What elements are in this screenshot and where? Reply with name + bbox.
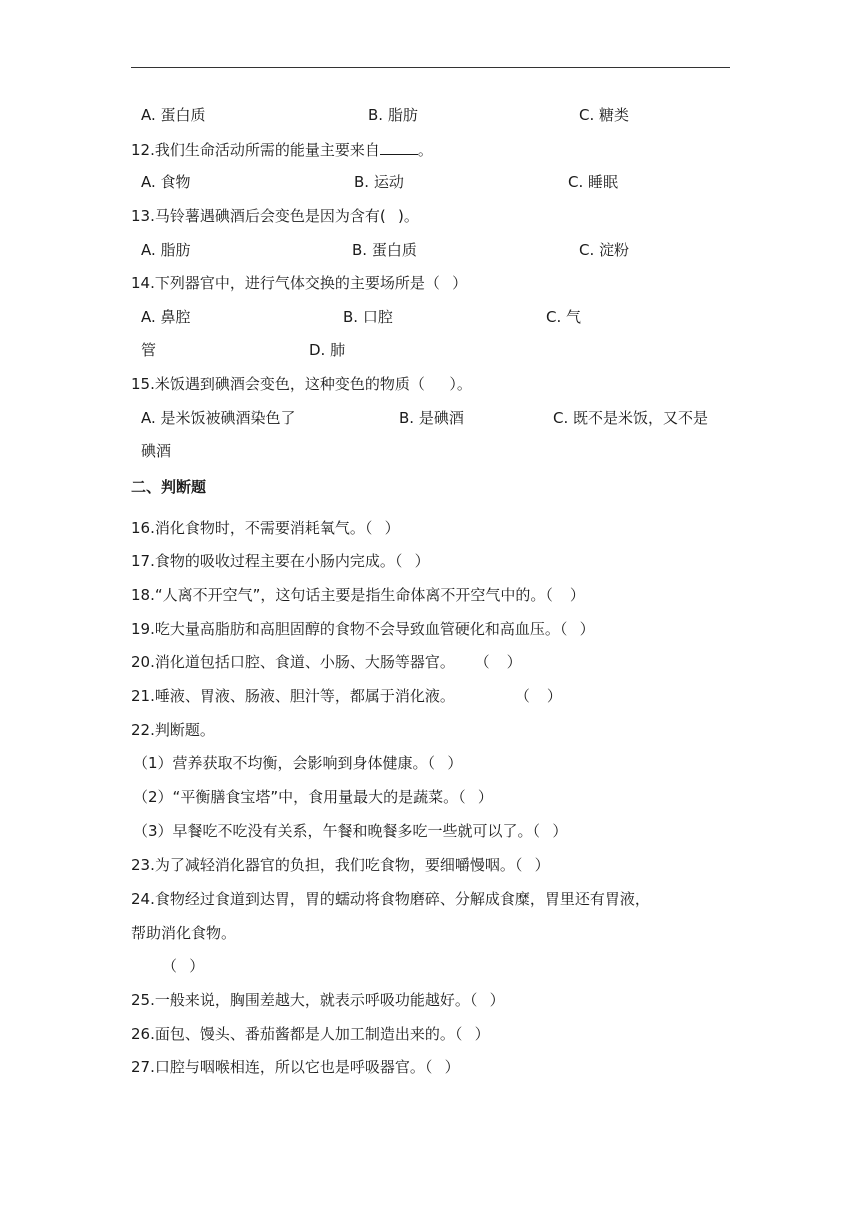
q12-stem xyxy=(131,139,433,160)
q12-blank xyxy=(380,139,418,155)
q13-stem: 13.马铃薯遇碘酒后会变色是因为含有( )。 xyxy=(131,207,419,225)
q15-option-b: B. 是碘酒 xyxy=(399,409,464,427)
section-title: 二、判断题 xyxy=(131,478,207,496)
q12-option-c: C. 睡眠 xyxy=(568,173,619,191)
judge-q24-answer: （ ） xyxy=(162,957,205,975)
q14-option-c: C. 气 xyxy=(546,308,582,326)
q13-option-a: A. 脂肪 xyxy=(141,241,191,259)
judge-q22-3: （3）早餐吃不吃没有关系，午餐和晚餐多吃一些就可以了。（ ） xyxy=(133,822,568,840)
q14-option-b: B. 口腔 xyxy=(343,308,393,326)
q11-option-a: A. 蛋白质 xyxy=(141,106,206,124)
judge-q21: 21.唾液、胃液、肠液、胆汁等，都属于消化液。 （ ） xyxy=(131,687,562,705)
judge-q24: 24.食物经过食道到达胃，胃的蠕动将食物磨碎、分解成食糜，胃里还有胃液， xyxy=(131,890,650,908)
judge-q25: 25.一般来说，胸围差越大，就表示呼吸功能越好。（ ） xyxy=(131,991,505,1009)
judge-q19: 19.吃大量高脂肪和高胆固醇的食物不会导致血管硬化和高血压。（ ） xyxy=(131,620,595,638)
judge-q22: 22.判断题。 xyxy=(131,721,215,739)
judge-q20: 20.消化道包括口腔、食道、小肠、大肠等器官。 （ ） xyxy=(131,653,522,671)
q12-option-b: B. 运动 xyxy=(354,173,404,191)
q13-option-b: B. 蛋白质 xyxy=(352,241,417,259)
header-rule xyxy=(131,67,730,68)
q11-option-c: C. 糖类 xyxy=(579,106,630,124)
judge-q17: 17.食物的吸收过程主要在小肠内完成。（ ） xyxy=(131,552,430,570)
q15-option-c: C. 既不是米饭，又不是 xyxy=(553,409,709,427)
q14-option-c-continued: 管 xyxy=(141,341,157,359)
q12-stem-end: 。 xyxy=(417,141,433,159)
judge-q24-continued: 帮助消化食物。 xyxy=(131,924,237,942)
q14-option-d: D. 肺 xyxy=(309,341,346,359)
q12-stem-text: 12.我们生命活动所需的能量主要来自 xyxy=(131,141,380,159)
q15-stem: 15.米饭遇到碘酒会变色，这种变色的物质（ ）。 xyxy=(131,375,472,393)
q15-option-a: A. 是米饭被碘酒染色了 xyxy=(141,409,296,427)
q12-option-a: A. 食物 xyxy=(141,173,191,191)
judge-q18: 18.“人离不开空气”，这句话主要是指生命体离不开空气中的。（ ） xyxy=(131,586,585,604)
judge-q22-2: （2）“平衡膳食宝塔”中，食用量最大的是蔬菜。（ ） xyxy=(133,788,493,806)
judge-q23: 23.为了减轻消化器官的负担，我们吃食物，要细嚼慢咽。（ ） xyxy=(131,856,550,874)
q13-option-c: C. 淀粉 xyxy=(579,241,630,259)
q14-option-a: A. 鼻腔 xyxy=(141,308,191,326)
judge-q26: 26.面包、馒头、番茄酱都是人加工制造出来的。（ ） xyxy=(131,1025,490,1043)
judge-q27: 27.口腔与咽喉相连，所以它也是呼吸器官。（ ） xyxy=(131,1058,460,1076)
q11-option-b: B. 脂肪 xyxy=(368,106,418,124)
q15-option-c-continued: 碘酒 xyxy=(141,442,172,460)
judge-q16: 16.消化食物时，不需要消耗氧气。（ ） xyxy=(131,519,400,537)
judge-q22-1: （1）营养获取不均衡，会影响到身体健康。（ ） xyxy=(133,754,463,772)
q14-stem: 14.下列器官中，进行气体交换的主要场所是（ ） xyxy=(131,274,468,292)
